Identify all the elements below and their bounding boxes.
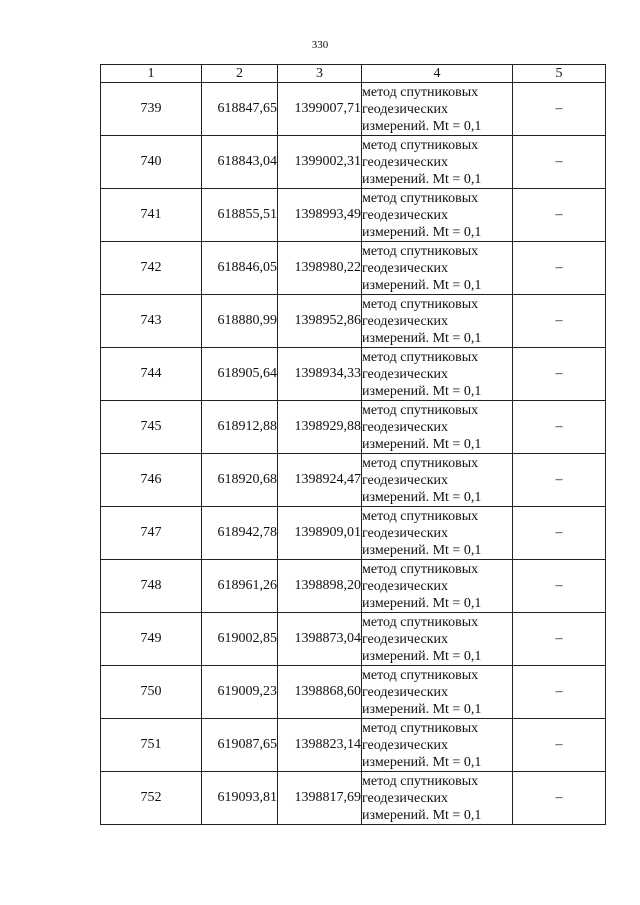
table-row: [101, 348, 606, 401]
table-row: [101, 772, 606, 825]
point-number-cell: 744: [101, 348, 202, 401]
method-line: измерений. Mt = 0,1: [362, 807, 482, 823]
method-line: измерений. Mt = 0,1: [362, 330, 482, 346]
method-line: измерений. Mt = 0,1: [362, 383, 482, 399]
point-number-cell: 748: [101, 560, 202, 613]
point-number-cell: 749: [101, 613, 202, 666]
table-row: [101, 454, 606, 507]
method-line: геодезических: [362, 419, 449, 435]
note-cell: –: [513, 454, 606, 507]
table-row: [101, 83, 606, 136]
method-line: измерений. Mt = 0,1: [362, 542, 482, 558]
table-row: [101, 136, 606, 189]
method-line: геодезических: [362, 207, 449, 223]
method-line: геодезических: [362, 578, 449, 594]
method-cell: [362, 401, 513, 454]
method-cell: [362, 189, 513, 242]
table-row: [101, 242, 606, 295]
method-line: геодезических: [362, 260, 449, 276]
y-coordinate-cell: 1398924,47: [278, 454, 362, 507]
note-cell: –: [513, 242, 606, 295]
y-coordinate-cell: 1398980,22: [278, 242, 362, 295]
method-line: геодезических: [362, 737, 449, 753]
x-coordinate-cell: 619009,23: [202, 666, 278, 719]
y-coordinate-cell: 1398909,01: [278, 507, 362, 560]
point-number-cell: 740: [101, 136, 202, 189]
method-line: измерений. Mt = 0,1: [362, 595, 482, 611]
note-cell: –: [513, 719, 606, 772]
note-cell: –: [513, 772, 606, 825]
x-coordinate-cell: 619002,85: [202, 613, 278, 666]
x-coordinate-cell: 619093,81: [202, 772, 278, 825]
point-number-cell: 747: [101, 507, 202, 560]
method-cell: [362, 666, 513, 719]
x-coordinate-cell: 619087,65: [202, 719, 278, 772]
method-line: измерений. Mt = 0,1: [362, 701, 482, 717]
column-header-2: 2: [202, 65, 278, 83]
method-cell: [362, 507, 513, 560]
note-cell: –: [513, 348, 606, 401]
method-line: геодезических: [362, 684, 449, 700]
method-line: измерений. Mt = 0,1: [362, 436, 482, 452]
method-cell: [362, 136, 513, 189]
note-cell: –: [513, 613, 606, 666]
y-coordinate-cell: 1398898,20: [278, 560, 362, 613]
method-cell: [362, 242, 513, 295]
method-cell: [362, 454, 513, 507]
x-coordinate-cell: 618942,78: [202, 507, 278, 560]
method-cell: [362, 560, 513, 613]
method-cell: [362, 83, 513, 136]
method-line: метод спутниковых: [362, 84, 479, 100]
method-cell: [362, 348, 513, 401]
note-cell: –: [513, 83, 606, 136]
method-line: метод спутниковых: [362, 667, 479, 683]
note-cell: –: [513, 560, 606, 613]
table-row: [101, 507, 606, 560]
method-line: измерений. Mt = 0,1: [362, 224, 482, 240]
method-cell: [362, 772, 513, 825]
y-coordinate-cell: 1398823,14: [278, 719, 362, 772]
method-line: метод спутниковых: [362, 561, 479, 577]
point-number-cell: 751: [101, 719, 202, 772]
point-number-cell: 739: [101, 83, 202, 136]
point-number-cell: 743: [101, 295, 202, 348]
y-coordinate-cell: 1398993,49: [278, 189, 362, 242]
method-line: метод спутниковых: [362, 402, 479, 418]
point-number-cell: 742: [101, 242, 202, 295]
x-coordinate-cell: 618847,65: [202, 83, 278, 136]
method-line: геодезических: [362, 631, 449, 647]
method-line: измерений. Mt = 0,1: [362, 171, 482, 187]
note-cell: –: [513, 136, 606, 189]
point-number-cell: 752: [101, 772, 202, 825]
method-line: измерений. Mt = 0,1: [362, 489, 482, 505]
column-header-3: 3: [278, 65, 362, 83]
header-row: [101, 65, 606, 83]
x-coordinate-cell: 618843,04: [202, 136, 278, 189]
y-coordinate-cell: 1398929,88: [278, 401, 362, 454]
x-coordinate-cell: 618912,88: [202, 401, 278, 454]
y-coordinate-cell: 1398952,86: [278, 295, 362, 348]
method-line: метод спутниковых: [362, 720, 479, 736]
x-coordinate-cell: 618846,05: [202, 242, 278, 295]
note-cell: –: [513, 666, 606, 719]
x-coordinate-cell: 618961,26: [202, 560, 278, 613]
method-line: метод спутниковых: [362, 296, 479, 312]
method-line: геодезических: [362, 790, 449, 806]
method-line: геодезических: [362, 313, 449, 329]
page-number: 330: [311, 39, 329, 51]
point-number-cell: 746: [101, 454, 202, 507]
table-row: [101, 613, 606, 666]
x-coordinate-cell: 618905,64: [202, 348, 278, 401]
y-coordinate-cell: 1398934,33: [278, 348, 362, 401]
x-coordinate-cell: 618920,68: [202, 454, 278, 507]
point-number-cell: 741: [101, 189, 202, 242]
method-line: метод спутниковых: [362, 508, 479, 524]
point-number-cell: 745: [101, 401, 202, 454]
method-line: измерений. Mt = 0,1: [362, 754, 482, 770]
column-header-5: 5: [513, 65, 606, 83]
x-coordinate-cell: 618855,51: [202, 189, 278, 242]
method-line: геодезических: [362, 472, 449, 488]
table-row: [101, 666, 606, 719]
y-coordinate-cell: 1398868,60: [278, 666, 362, 719]
method-line: метод спутниковых: [362, 773, 479, 789]
method-line: измерений. Mt = 0,1: [362, 648, 482, 664]
y-coordinate-cell: 1399002,31: [278, 136, 362, 189]
y-coordinate-cell: 1399007,71: [278, 83, 362, 136]
method-line: геодезических: [362, 101, 449, 117]
coordinates-table: [100, 64, 606, 825]
method-line: метод спутниковых: [362, 614, 479, 630]
method-cell: [362, 719, 513, 772]
point-number-cell: 750: [101, 666, 202, 719]
table-row: [101, 719, 606, 772]
method-cell: [362, 295, 513, 348]
table-row: [101, 401, 606, 454]
method-line: измерений. Mt = 0,1: [362, 277, 482, 293]
method-line: метод спутниковых: [362, 455, 479, 471]
table-row: [101, 295, 606, 348]
x-coordinate-cell: 618880,99: [202, 295, 278, 348]
table-body: [101, 83, 606, 825]
y-coordinate-cell: 1398873,04: [278, 613, 362, 666]
table-row: [101, 189, 606, 242]
method-line: измерений. Mt = 0,1: [362, 118, 482, 134]
column-header-4: 4: [362, 65, 513, 83]
method-line: геодезических: [362, 154, 449, 170]
note-cell: –: [513, 401, 606, 454]
y-coordinate-cell: 1398817,69: [278, 772, 362, 825]
table-row: [101, 560, 606, 613]
column-header-1: 1: [101, 65, 202, 83]
method-line: метод спутниковых: [362, 243, 479, 259]
method-line: метод спутниковых: [362, 190, 479, 206]
note-cell: –: [513, 507, 606, 560]
method-cell: [362, 613, 513, 666]
method-line: метод спутниковых: [362, 137, 479, 153]
table-header: [101, 65, 606, 83]
method-line: геодезических: [362, 366, 449, 382]
note-cell: –: [513, 295, 606, 348]
method-line: геодезических: [362, 525, 449, 541]
method-line: метод спутниковых: [362, 349, 479, 365]
note-cell: –: [513, 189, 606, 242]
